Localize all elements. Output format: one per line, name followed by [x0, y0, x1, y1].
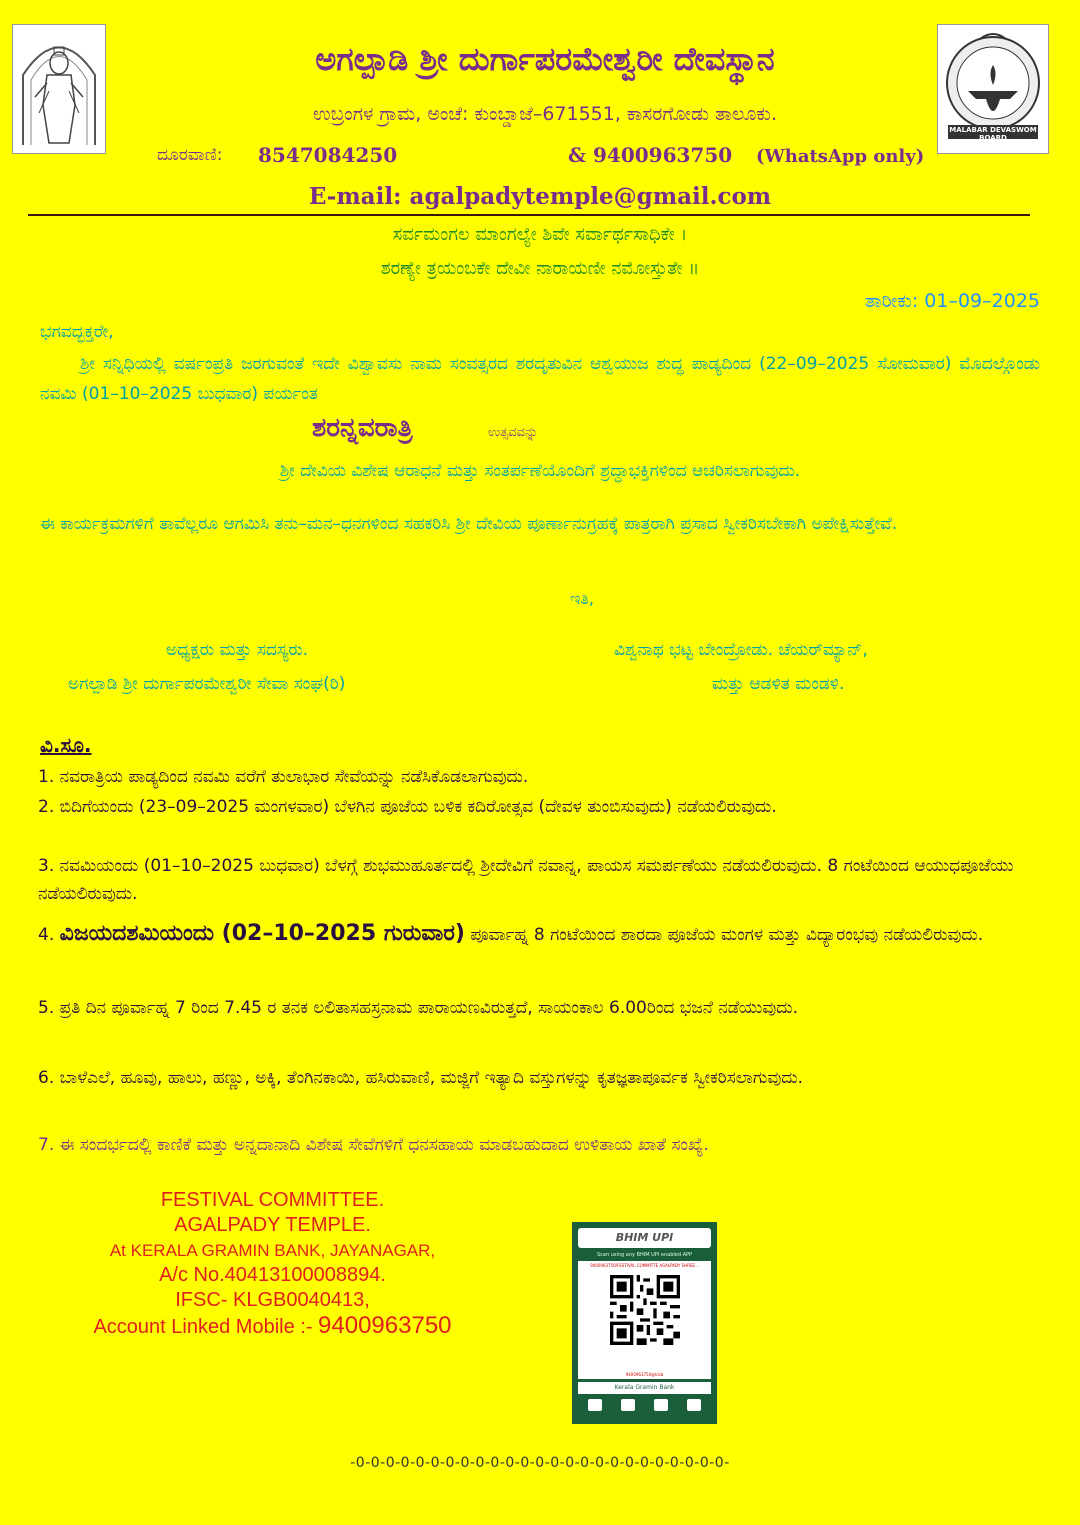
- note-2: 2. ಬಿದಿಗೆಯಂದು (23–09–2025 ಮಂಗಳವಾರ) ಬೆಳಗಿನ ಪೂಜೆಯ ಬಳಿಕ ಕದಿರೋತ್ಸವ (ದೇವಳ ತುಂಬಿಸುವುದು) ನಡೆಯಲಿರುವುದು.: [38, 797, 777, 817]
- mobile-number: 9400963750: [318, 1312, 452, 1339]
- invitation-paragraph-2: ಶ್ರೀ ದೇವಿಯ ವಿಶೇಷ ಆರಾಧನೆ ಮತ್ತು ಸಂತರ್ಪಣೆಯೊಂದಿಗೆ ಶ್ರದ್ಧಾಭಕ್ತಿಗಳಿಂದ ಆಚರಿಸಲಾಗುವುದು.: [279, 461, 801, 481]
- phonepe-app-icon: [687, 1399, 701, 1411]
- note-3: 3. ನವಮಿಯಂದು (01–10–2025 ಬುಧವಾರ) ಬೆಳಗ್ಗೆ ಶುಭಮುಹೂರ್ತದಲ್ಲಿ ಶ್ರೀದೇವಿಗೆ ನವಾನ್ನ, ಪಾಯಸ ಸಮರ್ಪಣೆಯು ನಡೆಯಲಿರುವುದು. 8 ಗಂಟೆಯಿಂದ ಆಯುಧಪೂಜೆಯು ನಡೆಯಲಿರುವುದು.: [38, 856, 1014, 904]
- bank-linked-mobile: [0, 1313, 545, 1340]
- board-name: MALABAR DEVASWOM BOARD: [949, 126, 1037, 142]
- iti-closing: ಇತಿ,: [570, 589, 594, 608]
- footer-divider: -0-0-0-0-0-0-0-0-0-0-0-0-0-0-0-0-0-0-0-0-0-0-0-0-0-: [350, 1455, 730, 1471]
- invitation-paragraph-1: ಶ್ರೀ ಸನ್ನಿಧಿಯಲ್ಲಿ ವರ್ಷಂಪ್ರತಿ ಜರಗುವಂತೆ ಇದೇ ವಿಶ್ವಾವಸು ನಾಮ ಸಂವತ್ಸರದ ಶರದೃತುವಿನ ಆಶ್ವಯುಜ ಶುದ್ಧ ಪಾಡ್ಯದಿಂದ (22–09–2025 ಸೋಮವಾರ) ಮೊದಲ್ಗೊಂಡು ನವಮಿ (01–10–2025 ಬುಧವಾರ) ಪರ್ಯಂತ: [40, 354, 1040, 404]
- letter-date: ತಾರೀಕು: 01–09–2025: [864, 290, 1040, 312]
- qr-code-icon[interactable]: [610, 1275, 680, 1345]
- festival-name: ಶರನ್ನವರಾತ್ರಿ: [312, 413, 413, 443]
- note-6: 6. ಬಾಳೆಎಲೆ, ಹೂವು, ಹಾಲು, ಹಣ್ಣು, ಅಕ್ಕಿ, ತೆಂಗಿನಕಾಯಿ, ಹಸಿರುವಾಣಿ, ಮಜ್ಜಿಗೆ ಇತ್ಯಾದಿ ವಸ್ತುಗಳನ್ನು ಕೃತಜ್ಞತಾಪೂರ್ವಕ ಸ್ವೀಕರಿಸಲಾಗುವುದು.: [38, 1068, 804, 1088]
- notes-heading: ವಿ.ಸೂ.: [40, 733, 92, 757]
- phone-number-2: & 9400963750: [568, 143, 733, 167]
- shloka-line-1: ಸರ್ವಮಂಗಲ ಮಾಂಗಲ್ಯೇ ಶಿವೇ ಸರ್ವಾರ್ಥಸಾಧಿಕೇ ।: [392, 224, 688, 245]
- bank-line-committee: FESTIVAL COMMITTEE.: [160, 1189, 385, 1211]
- note-4: [38, 917, 1043, 952]
- deity-figure-icon: [13, 25, 105, 153]
- whatsapp-note: (WhatsApp only): [756, 146, 925, 167]
- temple-title: ಅಗಲ್ಪಾಡಿ ಶ್ರೀ ದುರ್ಗಾಪರಮೇಶ್ವರೀ ದೇವಸ್ಥಾನ: [315, 40, 775, 78]
- phone-number-1: 8547084250: [258, 143, 398, 167]
- upi-qr-card[interactable]: [572, 1222, 717, 1424]
- bank-ifsc: IFSC- KLGB0040413,: [175, 1289, 370, 1311]
- phone-label: ದೂರವಾಣಿ:: [157, 145, 223, 165]
- signature-left-line-2: ಅಗಲ್ಪಾಡಿ ಶ್ರೀ ದುರ್ಗಾಪರಮೇಶ್ವರೀ ಸೇವಾ ಸಂಘ(ರಿ): [68, 674, 346, 694]
- note-4-text: ಪೂರ್ವಾಹ್ನ 8 ಗಂಟೆಯಿಂದ ಶಾರದಾ ಪೂಜೆಯ ಮಂಗಳ ಮತ್ತು ವಿದ್ಯಾರಂಭವು ನಡೆಯಲಿರುವುದು.: [470, 925, 984, 945]
- qr-panel: [578, 1261, 711, 1379]
- bhim-upi-logo: BHIM UPI: [578, 1228, 711, 1248]
- shloka-line-2: ಶರಣ್ಯೇ ತ್ರಯಂಬಕೇ ದೇವೀ ನಾರಾಯಣೀ ನಮೋಸ್ತುತೇ ॥: [380, 258, 700, 279]
- payment-apps: [578, 1399, 711, 1411]
- header-divider: [28, 214, 1030, 216]
- bank-line-branch: At KERALA GRAMIN BANK, JAYANAGAR,: [109, 1241, 436, 1260]
- bank-details: [0, 1188, 545, 1340]
- festival-suffix: ಉತ್ಸವವನ್ನು: [488, 425, 538, 440]
- paytm-app-icon: [654, 1399, 668, 1411]
- greeting: ಭಗವದ್ಭಕ್ತರೇ,: [40, 322, 114, 342]
- note-5: 5. ಪ್ರತಿ ದಿನ ಪೂರ್ವಾಹ್ನ 7 ರಿಂದ 7.45 ರ ತನಕ ಲಲಿತಾಸಹಸ್ರನಾಮ ಪಾರಾಯಣವಿರುತ್ತದೆ, ಸಾಯಂಕಾಲ 6.00ರಿಂದ ಭಜನೆ ನಡೆಯುವುದು.: [38, 998, 799, 1018]
- bank-account-number: A/c No.40413100008894.: [159, 1264, 386, 1286]
- email-address: E-mail: agalpadytemple@gmail.com: [308, 183, 772, 210]
- signature-right-line-2: ಮತ್ತು ಆಡಳಿತ ಮಂಡಳಿ.: [712, 674, 845, 694]
- temple-address: ಉಬ್ರಂಗಳ ಗ್ರಾಮ, ಅಂಚೆ: ಕುಂಬ್ಡಾಜೆ–671551, ಕಾಸರಗೋಡು ತಾಲೂಕು.: [313, 103, 777, 125]
- qr-scan-instruction: Scan using any BHIM UPI enabled APP: [596, 1252, 693, 1258]
- qr-payee-name: 9400963750/FESTIVAL COMMITTE AGALPADY SHREE...: [590, 1263, 699, 1268]
- signature-right-line-1: ವಿಶ್ವನಾಥ ಭಟ್ಟ ಬೇಂದ್ರೋಡು. ಚೆಯರ್‌ಮ್ಯಾನ್,: [614, 640, 868, 660]
- signature-left-line-1: ಅಧ್ಯಕ್ಷರು ಮತ್ತು ಸದಸ್ಯರು.: [166, 640, 309, 660]
- qr-upi-id: 9400963750@klcb: [625, 1372, 664, 1377]
- mobile-label: Account Linked Mobile :-: [93, 1316, 319, 1338]
- note-4-highlight: ವಿಜಯದಶಮಿಯಂದು (02–10–2025 ಗುರುವಾರ): [59, 921, 465, 946]
- note-7: 7. ಈ ಸಂದರ್ಭದಲ್ಲಿ ಕಾಣಿಕೆ ಮತ್ತು ಅನ್ನದಾನಾದಿ ವಿಶೇಷ ಸೇವೆಗಳಿಗೆ ಧನಸಹಾಯ ಮಾಡಬಹುದಾದ ಉಳಿತಾಯ ಖಾತೆ ಸಂಖ್ಯೆ.: [38, 1135, 709, 1155]
- deity-logo: [12, 24, 106, 154]
- note-4-number: 4.: [38, 925, 55, 945]
- note-1: 1. ನವರಾತ್ರಿಯ ಪಾಡ್ಯದಿಂದ ನವಮಿ ವರೆಗೆ ತುಲಾಭಾರ ಸೇವೆಯನ್ನು ನಡೆಸಿಕೊಡಲಾಗುವುದು.: [38, 767, 529, 787]
- bhim-app-icon: [588, 1399, 602, 1411]
- invitation-paragraph-3: ಈ ಕಾರ್ಯಕ್ರಮಗಳಿಗೆ ತಾವೆಲ್ಲರೂ ಆಗಮಿಸಿ ತನು–ಮನ–ಧನಗಳಿಂದ ಸಹಕರಿಸಿ ಶ್ರೀ ದೇವಿಯ ಪೂರ್ಣಾನುಗ್ರಹಕ್ಕೆ ಪಾತ್ರರಾಗಿ ಪ್ರಸಾದ ಸ್ವೀಕರಿಸಬೇಕಾಗಿ ಅಪೇಕ್ಷಿಸುತ್ತೇವೆ.: [40, 514, 898, 534]
- bank-line-temple: AGALPADY TEMPLE.: [174, 1214, 371, 1236]
- qr-bank-name: Kerala Gramin Bank: [578, 1382, 711, 1394]
- gpay-app-icon: [621, 1399, 635, 1411]
